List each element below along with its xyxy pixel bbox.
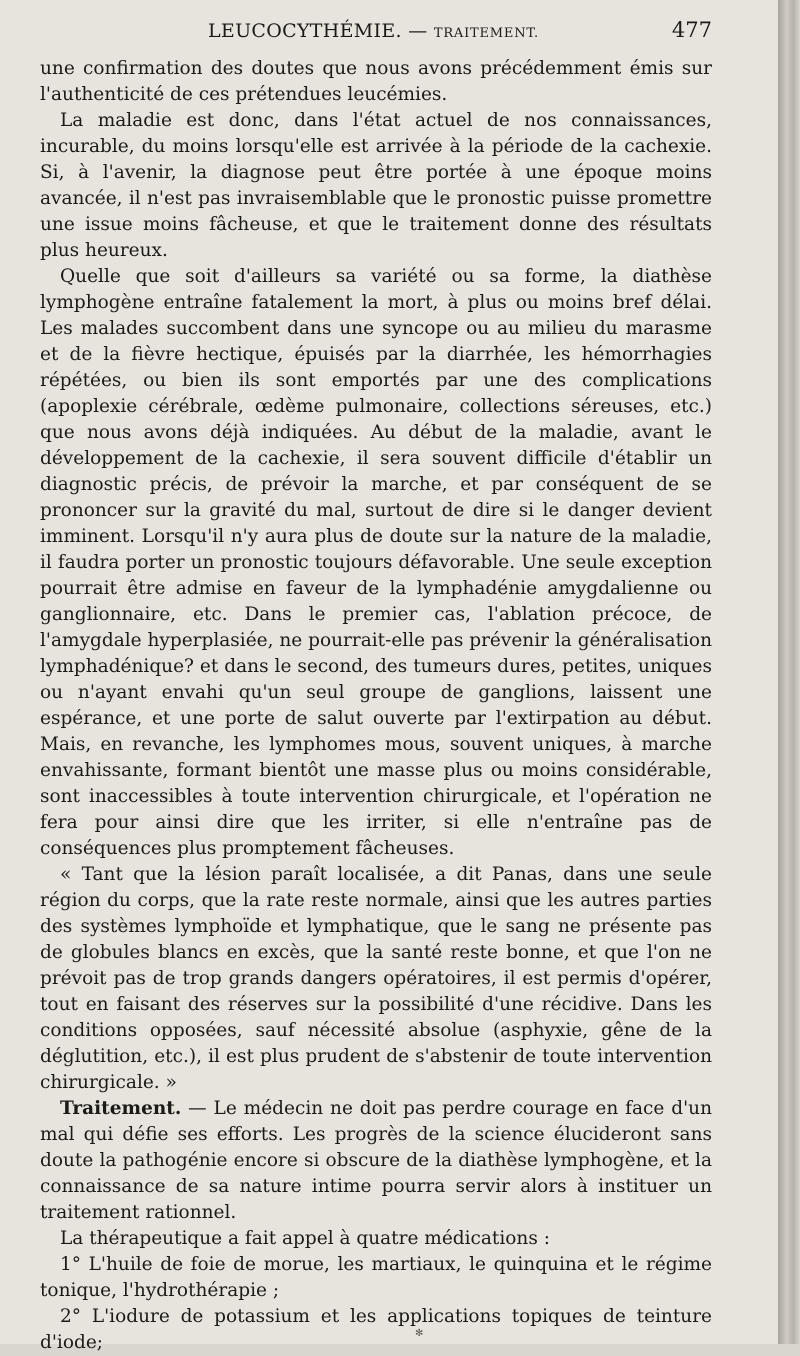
running-title-text: LEUCOCYTHÉMIE. —: [208, 20, 428, 42]
paragraph-list-intro: La thérapeutique a fait appel à quatre médications :: [60, 1228, 550, 1249]
paragraph-outcome: Quelle que soit d'ailleurs sa variété ou sa forme, la diathèse lymphogène entraîne fatalement la mort, à plus ou moins bref délai. Les malades succombent dans une syncope ou au milieu du marasme et de la fièvre hectique, épuisés par la diarrhée, les hémorrhagies répétées, ou bien ils sont emportés par une des complications (apoplexie cérébrale, œdème pulmonaire, collections séreuses, etc.) que nous avons déjà indiquées. Au début de la maladie, avant le développement de la cachexie, il sera souvent difficile d'établir un diagnostic précis, de prévoir la marche, et par conséquent de se prononcer sur la gravité du mal, surtout de dire si le danger devient imminent. Lorsqu'il n'y aura plus de doute sur la nature de la maladie, il faudra porter un pronostic toujours défavorable. Une seule exception pourrait être admise en faveur de la lymphadénie amygdalienne ou ganglionnaire, etc. Dans le premier cas, l'ablation précoce, de l'amygdale hyperplasiée, ne pourrait-elle pas prévenir la généralisation lymphadénique? et dans le second, des tumeurs dures, petites, uniques ou n'ayant envahi qu'un seul groupe de ganglions, laissent une espérance, et une porte de salut ouverte par l'extirpation au début. Mais, en revanche, les lymphomes mous, souvent uniques, à marche envahissante, formant bientôt une masse plus ou moins considérable, sont inaccessibles à toute intervention chirurgicale, et l'opération ne fera pour ainsi dire que les irriter, si elle n'entraîne pas de conséquences plus promptement fâcheuses.: [40, 266, 712, 859]
list-item: 1° L'huile de foie de morue, les martiaux, le quinquina et le régime tonique, l'hydrothérapie ;: [40, 1254, 712, 1301]
page-header: [40, 16, 712, 50]
running-title-section: TRAITEMENT.: [433, 26, 539, 41]
paragraph-quotation: « Tant que la lésion paraît localisée, a dit Panas, dans une seule région du corps, que la rate reste normale, ainsi que les autres parties des systèmes lymphoïde et lymphatique, que le sang ne présente pas de globules blancs en excès, que la santé reste bonne, et que l'on ne prévoit pas de trop grands dangers opératoires, il est permis d'opérer, tout en faisant des réserves sur la possibilité d'une récidive. Dans les conditions opposées, sauf nécessité absolue (asphyxie, gêne de la déglutition, etc.), il est plus prudent de s'abstenir de toute intervention chirurgicale. »: [40, 864, 712, 1093]
body-text: [40, 56, 712, 1356]
list-item: 2° L'iodure de potassium et les applications topiques de teinture d'iode;: [40, 1306, 712, 1353]
paragraph-continuation: une confirmation des doutes que nous avons précédemment émis sur l'authenticité de ces prétendues leucémies.: [40, 58, 712, 105]
printer-mark: ✻: [415, 1328, 424, 1339]
running-title: [208, 20, 539, 42]
paragraph-prognosis: La maladie est donc, dans l'état actuel de nos connaissances, incurable, du moins lorsqu'elle est arrivée à la période de la cachexie. Si, à l'avenir, la diagnose peut être portée à une époque moins avancée, il n'est pas invraisemblable que le pronostic puisse promettre une issue moins fâcheuse, et que le traitement donne des résultats plus heureux.: [40, 110, 712, 261]
page-edge: [778, 0, 800, 1344]
paragraph-treatment: [40, 1096, 712, 1226]
section-heading: Traitement.: [60, 1098, 182, 1119]
page-number: 477: [671, 18, 712, 42]
treatment-text: — Le médecin ne doit pas perdre courage en face d'un mal qui défie ses efforts. Les progrès de la science élucideront sans doute la pathogénie encore si obscure de la diathèse lymphogène, et la connaissance de sa nature intime pourra servir alors à instituer un traitement rationnel.: [40, 1098, 712, 1223]
